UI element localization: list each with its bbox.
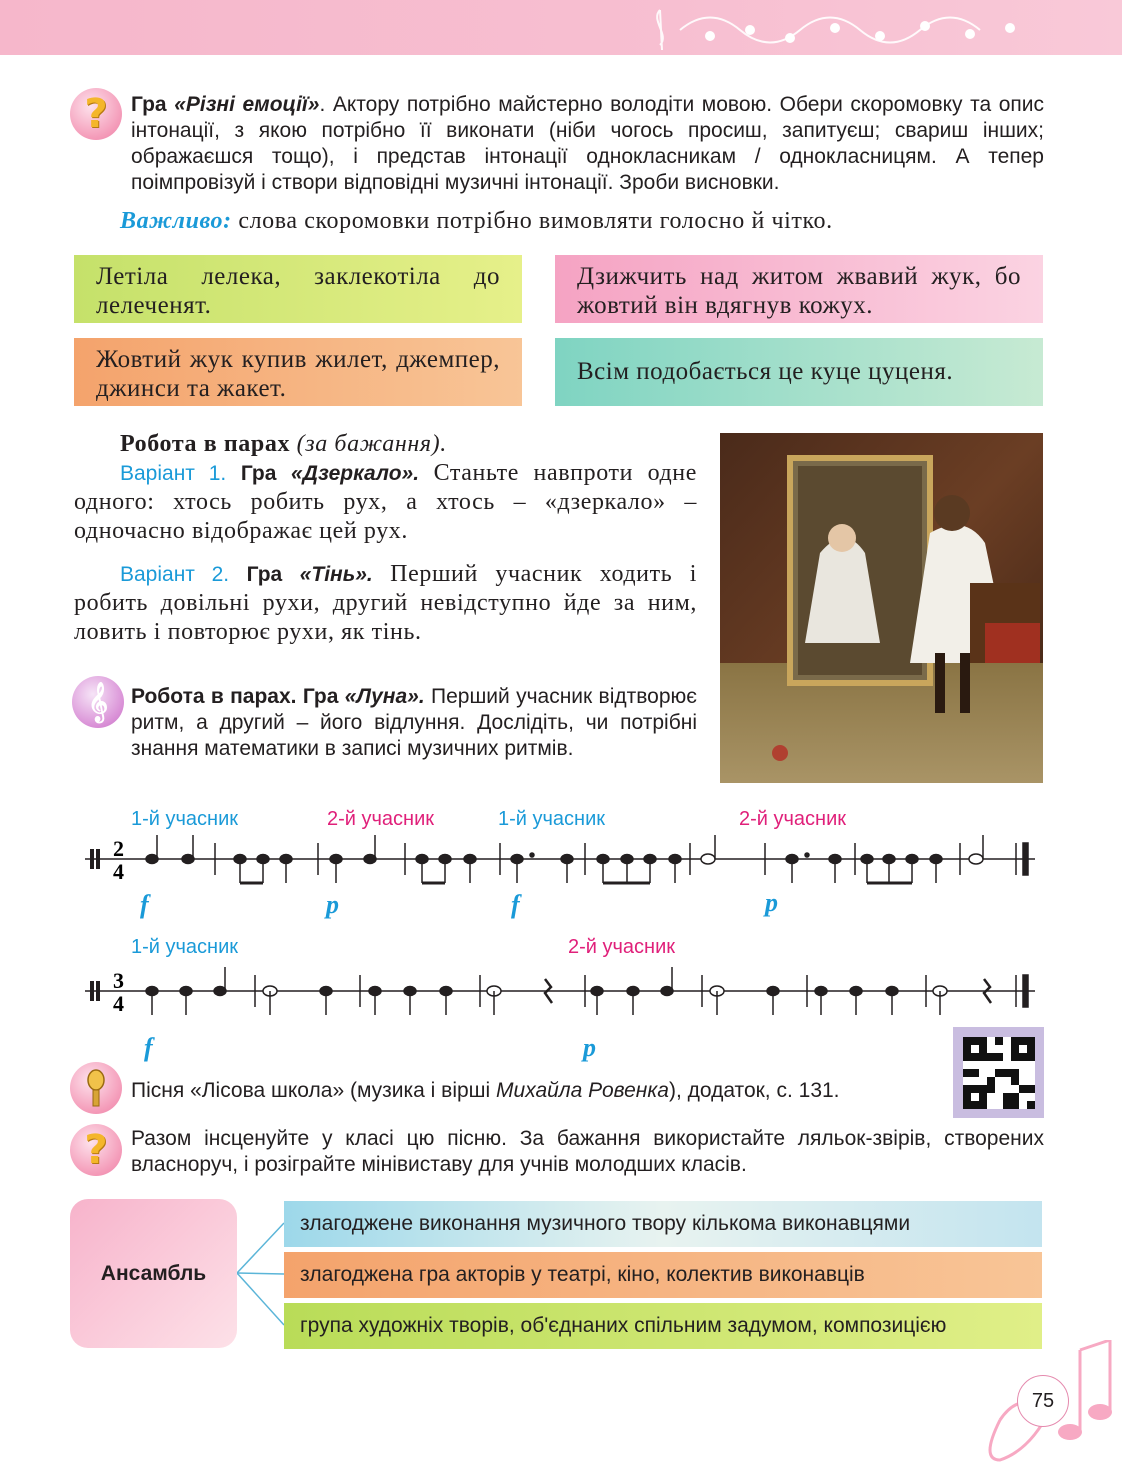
variant-2-label: Варіант 2.	[120, 563, 230, 586]
dynamic-forte: f	[140, 890, 149, 919]
important-label: Важливо:	[120, 208, 232, 234]
time-signature-top: 3	[113, 968, 124, 993]
song-reference	[131, 1078, 941, 1104]
page-number: 75	[1017, 1375, 1069, 1427]
participant-1-label: 1-й учасник	[498, 808, 606, 830]
variant-2-text: Перший учасник ходить і робить довільні рухи, другий невідступно йде за ним, ловить і повторює рухи, як тінь.	[74, 561, 697, 645]
participant-2-label: 2-й учасник	[739, 808, 847, 830]
dynamic-piano: p	[326, 890, 339, 919]
ensemble-term-box	[70, 1199, 237, 1348]
variant-1-game: Гра	[240, 462, 277, 485]
song-author: Михайла Ровенка	[496, 1079, 669, 1102]
participant-2-label: 2-й учасник	[327, 808, 435, 830]
participant-1-label: 1-й учасник	[131, 936, 239, 958]
ensemble-definition-2: злагоджена гра акторів у театрі, кіно, колектив виконавців	[284, 1252, 1042, 1298]
ensemble-definition-3: група художніх творів, об'єднаних спільним задумом, композицією	[284, 1303, 1042, 1349]
variant-1-text: Станьте навпроти одне одного: хтось робить рух, а хтось – «дзеркало» – одночасно відображає цей рух.	[74, 460, 697, 544]
painting-girl-mirror	[720, 433, 1043, 783]
time-signature-top: 2	[113, 836, 124, 861]
variant-1	[74, 459, 697, 546]
game-description: . Актору потрібно майстерно володіти мовою. Обери скоромовку та опис інтонації, з якою потрібно її виконати (ніби чогось просиш, запитуєш; свариш інших; ображаєшся тощо), і представ інтонації однокласникам / однокласницям. А тепер поімпровізуй і створи відповідні музичні інтонації. Зроби висновки.	[131, 93, 1045, 194]
microphone-icon	[70, 1062, 122, 1114]
variant-1-label: Варіант 1.	[120, 462, 227, 485]
qr-code-icon	[963, 1037, 1035, 1109]
pairs-optional: (за бажання).	[290, 431, 447, 457]
time-signature-bottom: 4	[113, 859, 124, 884]
participant-2-label: 2-й учасник	[568, 936, 676, 958]
music-notes-decoration	[640, 0, 1040, 55]
rhythm-staff-1	[80, 835, 1040, 895]
tongue-twister-1: Летіла лелека, заклекотіла до лелеченят.	[74, 255, 522, 323]
song-prefix: Пісня «Лісова школа» (музика і вірші	[131, 1079, 497, 1102]
dynamic-piano: p	[583, 1033, 596, 1062]
echo-name: «Луна».	[344, 685, 425, 708]
pairs-heading: Робота в парах	[120, 431, 291, 457]
rhythm-staff-2	[80, 965, 1040, 1025]
important-text: слова скоромовки потрібно вимовляти голосно й чітко.	[231, 208, 833, 234]
tongue-twister-2: Дзижчить над житом жвавий жук, бо жовтий він вдягнув кожух.	[555, 255, 1043, 323]
game-emotions-text	[131, 92, 1044, 196]
game-name: «Різні емоції»	[174, 93, 320, 116]
participant-1-label: 1-й учасник	[131, 808, 239, 830]
question-icon: ?	[70, 88, 122, 140]
ensemble-term: Ансамбль	[100, 1261, 207, 1285]
question-icon: ?	[70, 1124, 122, 1176]
echo-game-text	[131, 684, 697, 762]
qr-code[interactable]	[953, 1027, 1044, 1118]
variant-2	[74, 560, 697, 647]
dynamic-forte: f	[511, 890, 520, 919]
echo-description: Перший учасник відтворює ритм, а другий – його відлуння. Дослідіть, чи потрібні знання математики в записі музичних ритмів.	[131, 685, 697, 760]
staging-task: Разом інсценуйте у класі цю пісню. За бажання використайте ляльок-звірів, створених власноруч, і розіграйте мінівиставу для учнів молодших класів.	[131, 1127, 1044, 1176]
song-suffix: ), додаток, с. 131.	[668, 1079, 840, 1102]
dynamic-forte: f	[144, 1033, 153, 1062]
tongue-twister-3: Жовтий жук купив жилет, джемпер, джинси та жакет.	[74, 338, 522, 406]
tongue-twister-4: Всім подобається це куце цуценя.	[555, 338, 1043, 406]
variant-2-game: Гра	[246, 563, 283, 586]
dynamic-piano: p	[765, 888, 778, 917]
variant-2-name: «Тінь».	[299, 563, 373, 586]
variant-1-name: «Дзеркало».	[291, 462, 420, 485]
game-label: Гра	[131, 93, 167, 116]
important-note	[120, 207, 1040, 236]
ensemble-definition-1: злагоджене виконання музичного твору кількома виконавцями	[284, 1201, 1042, 1247]
echo-heading: Робота в парах. Гра	[131, 685, 339, 708]
pairs-work-section	[74, 430, 697, 647]
time-signature-bottom: 4	[113, 991, 124, 1016]
treble-clef-icon: 𝄞	[72, 676, 124, 728]
connector-lines	[237, 1199, 287, 1349]
